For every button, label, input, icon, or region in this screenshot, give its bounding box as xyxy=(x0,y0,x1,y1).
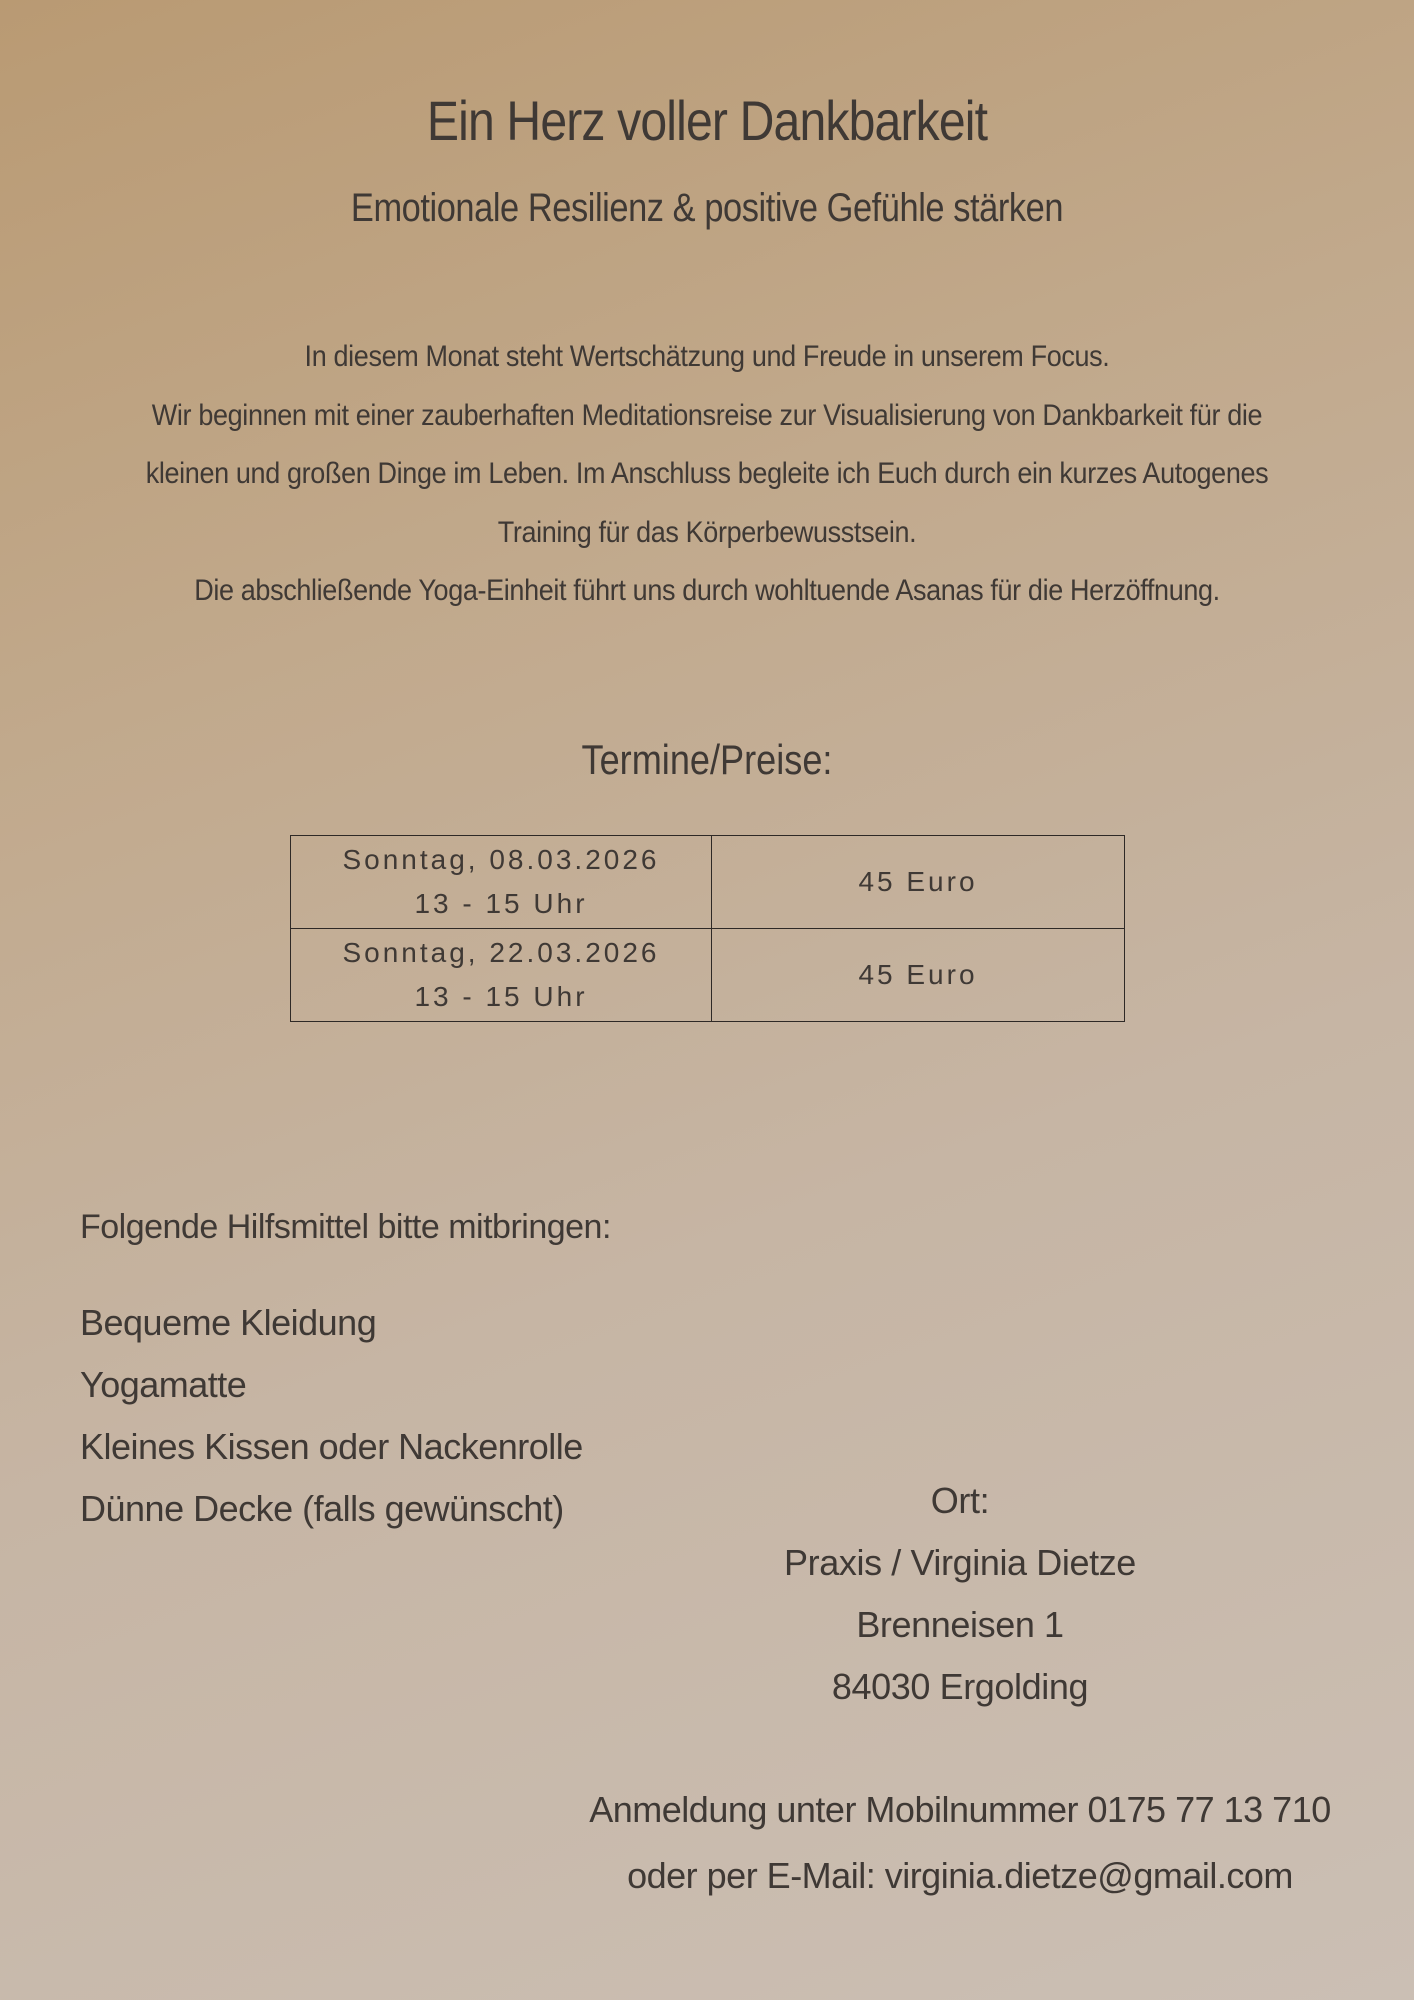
appointment-date: Sonntag, 22.03.2026 xyxy=(342,937,660,968)
list-item: Bequeme Kleidung xyxy=(80,1302,377,1343)
price-table xyxy=(290,835,1125,1022)
intro-line-2: Wir beginnen mit einer zauberhaften Meditationsreise zur Visualisierung von Dankbarkeit für die xyxy=(151,398,1263,432)
location-name: Praxis / Virginia Dietze xyxy=(784,1542,1136,1583)
price-cell: 45 Euro xyxy=(712,836,1125,929)
page-subtitle: Emotionale Resilienz & positive Gefühle stärken xyxy=(350,186,1064,230)
list-item: Dünne Decke (falls gewünscht) xyxy=(80,1488,564,1529)
date-cell xyxy=(291,929,712,1022)
contact-phone: Anmeldung unter Mobilnummer 0175 77 13 710 xyxy=(589,1789,1331,1830)
intro-line-4: Training für das Körperbewusstsein. xyxy=(497,515,917,549)
page-title: Ein Herz voller Dankbarkeit xyxy=(426,89,988,152)
helpers-list xyxy=(80,1292,583,1540)
table-row xyxy=(291,836,1125,929)
appointment-date: Sonntag, 08.03.2026 xyxy=(342,844,660,875)
location-street: Brenneisen 1 xyxy=(856,1604,1064,1645)
contact-block xyxy=(560,1777,1360,1909)
list-item: Kleines Kissen oder Nackenrolle xyxy=(80,1426,583,1467)
price-cell: 45 Euro xyxy=(712,929,1125,1022)
appointment-time: 13 - 15 Uhr xyxy=(414,888,588,919)
location-city: 84030 Ergolding xyxy=(831,1666,1089,1707)
intro-line-3: kleinen und großen Dinge im Leben. Im Anschluss begleite ich Euch durch ein kurzes Autogenes xyxy=(145,457,1269,490)
appointment-time: 13 - 15 Uhr xyxy=(414,981,588,1012)
location-block xyxy=(700,1470,1220,1718)
intro-line-1: In diesem Monat steht Wertschätzung und Freude in unserem Focus. xyxy=(304,340,1110,373)
intro-body xyxy=(22,387,1392,504)
helpers-heading: Folgende Hilfsmittel bitte mitbringen: xyxy=(80,1208,611,1246)
list-item: Yogamatte xyxy=(80,1364,247,1405)
table-row xyxy=(291,929,1125,1022)
intro-line-5: Die abschließende Yoga-Einheit führt uns durch wohltuende Asanas für die Herzöffnung. xyxy=(194,574,1220,607)
location-label: Ort: xyxy=(930,1480,990,1521)
dates-heading: Termine/Preise: xyxy=(581,736,833,783)
contact-email: oder per E-Mail: virginia.dietze@gmail.com xyxy=(627,1855,1293,1896)
intro-text xyxy=(30,328,1384,621)
date-cell xyxy=(291,836,712,929)
